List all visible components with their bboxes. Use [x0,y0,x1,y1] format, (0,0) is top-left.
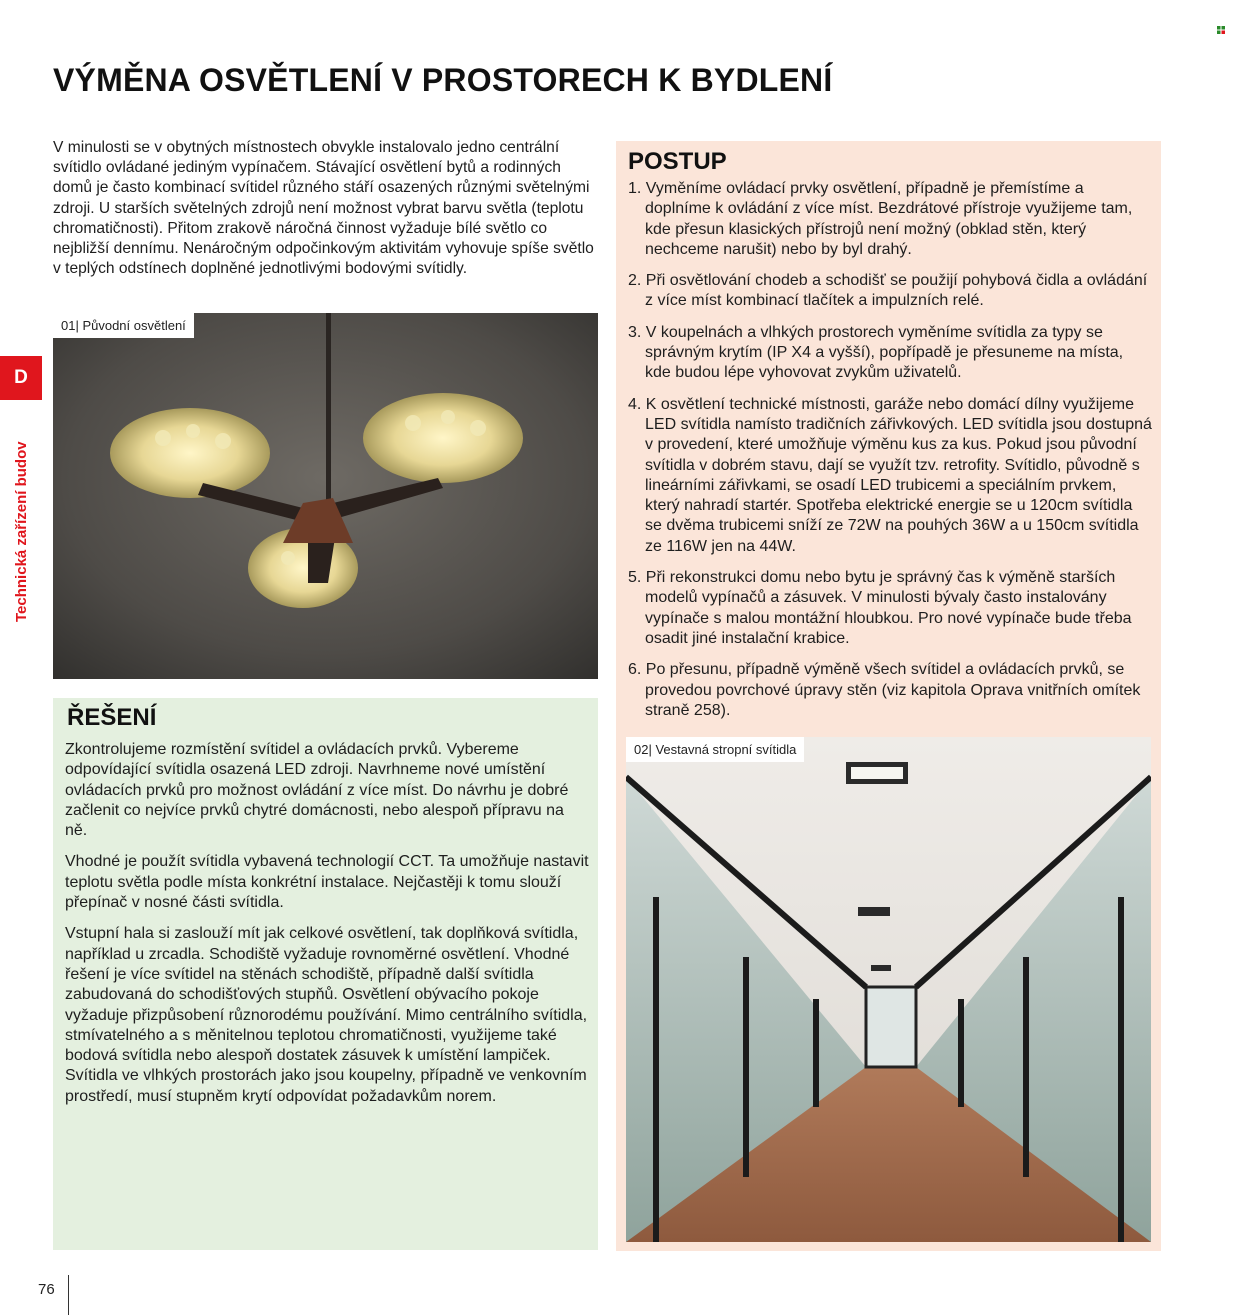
procedure-step: 6. Po přesunu, případně výměně všech svítidel a ovládacích prvků, se provedou povrchové úpravy stěn (viz kapitola Oprava vnitřních omítek straně 258). [628,661,1141,719]
procedure-step: 4. K osvětlení technické místnosti, garáže nebo domácí dílny využijeme LED svítidla namísto tradičních zářivkových. LED svítidla jsou dostupná v provedení, které umožňuje výměnu kus za kus. Pokud jsou původní svítidla v dobrém stavu, dají se využít tzv. retrofity. Svítidlo, původně s lineárními zářivkami, se osadí LED trubicemi a speciálním prvkem, který nahradí startér. Spotřeba elektrické energie se u 120cm svítidla se dvěma trubicemi sníží ze 72W na pouhých 36W a u 150cm svítidla ze 116W jen na 44W. [628,395,1152,555]
solution-paragraph: Vstupní hala si zaslouží mít jak celkové osvětlení, tak doplňková svítidla, například u zrcadla. Schodiště vyžaduje rovnoměrné osvětlení. Vhodné řešení je více svítidel na stěnách schodiště, případně další svítidla zabudovaná do schodišťových stupňů. Osvětlení obývacího pokoje vyžaduje přizpůsobení různorodému používání. Mimo centrálního svítidla, stmívatelného a s měnitelnou teplotou chromatičnosti, využijeme také bodová svítidla nebo alespoň dostatek zásuvek k umístění lampiček. Svítidla ve vlhkých prostorách jako jsou koupelny, případně ve venkovním prostředí, musí stupněm krytí odpovídat požadavkům norem. [65,925,588,1105]
solution-body [65,740,590,1118]
corridor-illustration [626,737,1151,1242]
section-tab: D [0,356,42,400]
solution-paragraph: Vhodné je použít svítidla vybavená technologií CCT. Ta umožňuje nastavit teplotu světla podle místa konkrétní instalace. Nejčastěji k tomu slouží přepínač v nosné části svítidla. [65,853,589,912]
logo-mark-icon [1217,26,1225,34]
procedure-heading: POSTUP [628,148,727,175]
photo-caption: 01| Původní osvětlení [53,313,194,338]
solution-box [53,698,598,1250]
photo-recessed-ceiling-lights [626,737,1151,1242]
page-number: 76 [38,1281,55,1298]
page-title: VÝMĚNA OSVĚTLENÍ V PROSTORECH K BYDLENÍ [53,62,833,98]
procedure-step: 1. Vyměníme ovládací prvky osvětlení, případně je přemístíme a doplníme k ovládání z více míst. Bezdrátové přístroje využijeme tam, kde přesun klasických přístrojů není možný (obklad stěn, který nechceme narušit) nebo by byl drahý. [628,180,1133,258]
procedure-step: 2. Při osvětlování chodeb a schodišť se použijí pohybová čidla a ovládání z více míst kombinací tlačítek a impulzních relé. [628,272,1148,310]
section-label: Technická zařízení budov [13,441,30,622]
intro-paragraph: V minulosti se v obytných místnostech obvykle instalovalo jedno centrální svítidlo ovládané jediným vypínačem. Stávající osvětlení bytů a rodinných domů je často kombinací svítidel různého stáří osazených různými světelnými zdroji. U starších světelných zdrojů není možnost vybrat barvu světla (teplotu chromatičnosti). Přitom zrakově náročná činnost vyžaduje bílé světlo co nejbližší dennímu. Nenáročným odpočinkovým aktivitám vyhovuje spíše světlo v teplých odstínech doplněné jednotlivými bodovými svítidly. [53,139,594,278]
chandelier-illustration [53,313,598,679]
procedure-step: 5. Při rekonstrukci domu nebo bytu je správný čas k výměně starších modelů vypínačů a zásuvek. V minulosti bývaly často instalovány vypínače s malou montážní hloubkou. Pro nové vypínače bude třeba osadit jiné instalační krabice. [628,569,1132,647]
page-divider [68,1275,69,1315]
procedure-step: 3. V koupelnách a vlhkých prostorech vyměníme svítidla za typy se správným krytím (IP X4 a vyšší), popřípadě je přesuneme na místa, kde budou lépe vyhovovat zvykům uživatelů. [628,323,1124,382]
solution-paragraph: Zkontrolujeme rozmístění svítidel a ovládacích prvků. Vybereme odpovídající svítidla osazená LED zdroji. Navrhneme nové umístění ovládacích prvků pro možnost ovládání z více míst. Do návrhu je dobré začlenit co nejvíce prvků chytré domácnosti, nebo alespoň přípravu na ně. [65,741,569,840]
photo-original-lighting [53,313,598,679]
photo-caption: 02| Vestavná stropní svítidla [626,737,804,762]
solution-heading: ŘEŠENÍ [67,704,157,731]
procedure-list [628,179,1153,732]
